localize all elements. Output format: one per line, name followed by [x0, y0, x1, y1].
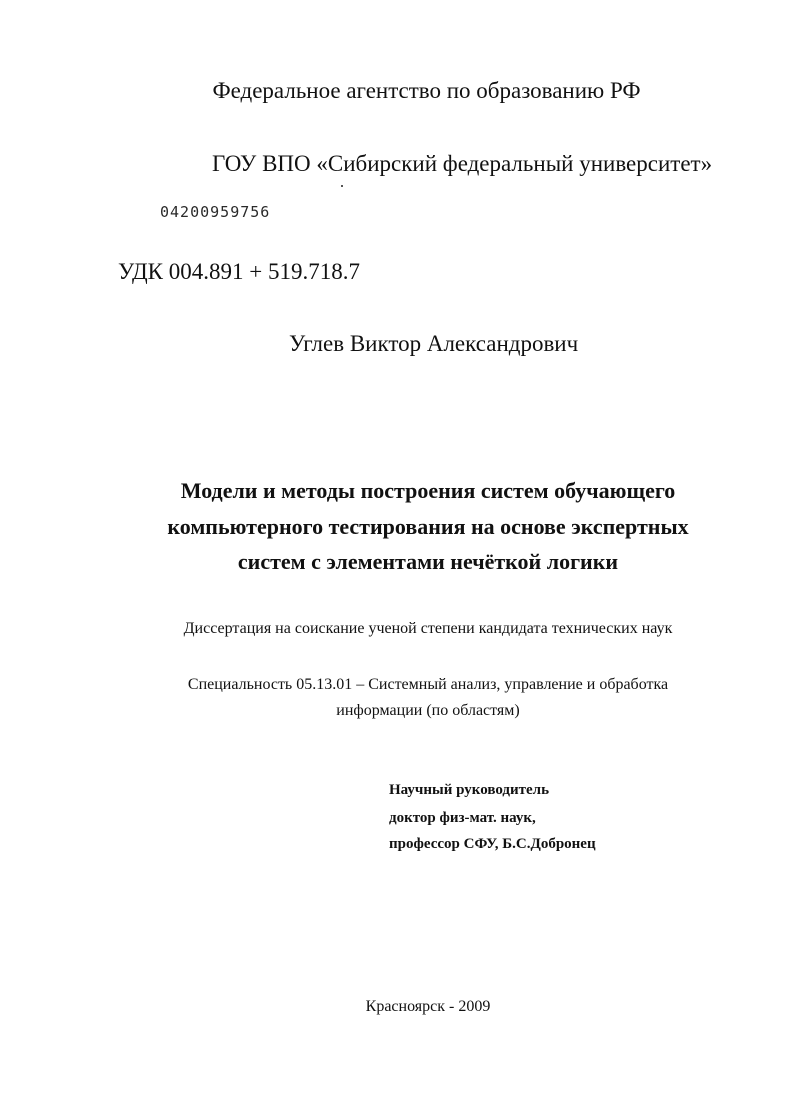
author-name: Углев Виктор Александрович: [289, 331, 579, 356]
udk-code: УДК 004.891 + 519.718.7: [118, 259, 360, 284]
supervisor-line: доктор физ-мат. наук,: [389, 810, 536, 826]
scan-speck: [341, 185, 343, 187]
specialty-line: информации (по областям): [336, 702, 520, 719]
supervisor-line: Научный руководитель: [389, 782, 549, 798]
dissertation-degree: Диссертация на соискание ученой степени кандидата технических наук: [183, 620, 673, 637]
title-line: компьютерного тестирования на основе экспертных: [167, 514, 689, 539]
university-name: ГОУ ВПО «Сибирский федеральный университет»: [212, 151, 713, 176]
supervisor-line: профессор СФУ, Б.С.Добронец: [389, 836, 596, 852]
city-year: Красноярск - 2009: [365, 998, 491, 1015]
stamp-number: 04200959756: [160, 203, 271, 221]
title-line: систем с элементами нечёткой логики: [237, 549, 619, 574]
agency-name: Федеральное агентство по образованию РФ: [212, 78, 641, 103]
title-line: Модели и методы построения систем обучающего: [180, 478, 676, 503]
specialty-line: Специальность 05.13.01 – Системный анализ, управление и обработка: [187, 676, 669, 693]
